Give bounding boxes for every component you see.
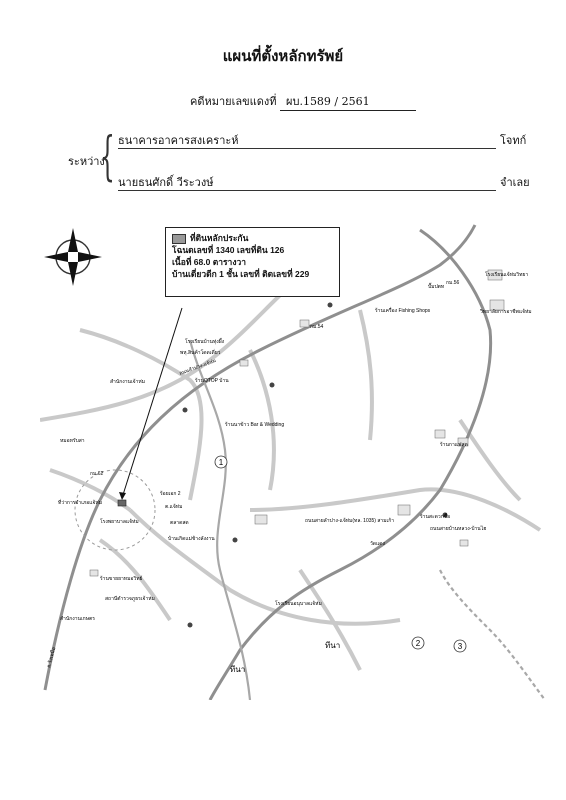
- map-label: ที่ว่าการอำเภอแจ้ห่ม: [58, 500, 102, 506]
- legend-line: บ้านเดี่ยวดีก 1 ชั้น เลขที่ ติดเลขที่ 229: [172, 269, 310, 279]
- collateral-legend: [165, 227, 340, 297]
- route-marker-3: 3: [457, 642, 463, 651]
- map-label: ตลาดสด: [170, 520, 189, 526]
- map-label: สำนักงานเกษตร: [60, 616, 95, 622]
- district-circle: [75, 470, 155, 550]
- plaintiff-underline: [118, 148, 496, 149]
- map-label: โรงเรียนบ้านทุ่งผึ้ง: [185, 339, 225, 345]
- map-label: ร้านกาแฟสด: [440, 442, 468, 448]
- map-label: กม.54: [310, 324, 324, 330]
- defendant-role: จำเลย: [500, 176, 530, 189]
- map-label: ทีนา: [325, 641, 341, 650]
- defendant-underline: [118, 190, 496, 191]
- map-label: ร้านขายยาหมอวิทย์: [100, 576, 143, 582]
- pointer-line: [122, 308, 182, 498]
- case-number: ผบ.1589 / 2561: [280, 92, 416, 111]
- map-label: ร้านสะดวกซื้อ: [420, 514, 451, 520]
- map-label: บ้านเกิดแม่ช้างลังงาน: [168, 536, 215, 542]
- case-number-line: [190, 92, 416, 111]
- plaintiff-name: ธนาคารอาคารสงเคราะห์: [118, 134, 239, 147]
- map-label: วัดแดง: [370, 541, 385, 547]
- map-label: สถานีตำรวจภูธรเจ้าห่ม: [105, 596, 155, 602]
- map-label: พหุ.สินค้าโดดเดี่ยว: [180, 350, 221, 356]
- map-label: กม.56: [446, 280, 460, 286]
- map-label: ปั๊มปตท: [428, 284, 445, 290]
- map-label: ร้านOTOP บ้าน: [195, 378, 229, 384]
- map-label: หมอหรับสา: [60, 438, 85, 444]
- map-label: สำนักงานเจ้าห่ม: [110, 379, 146, 385]
- map-label: ถนนสายลำปาง-แจ้ห่ม(ทล. 1035) สามเก้า: [305, 518, 395, 524]
- map-label: ถนนสายบ้านหลวง-บ้านไฮ: [430, 526, 487, 532]
- map-label: ต.แจ้ห่ม: [165, 504, 183, 510]
- page-title: แผนที่ตั้งหลักทรัพย์: [222, 47, 344, 65]
- map-label: ร้อยเอก 2: [160, 491, 181, 497]
- compass-letter: N: [69, 252, 77, 262]
- plaintiff-role: โจทก์: [500, 134, 527, 147]
- compass: [44, 228, 102, 286]
- between-label: ระหว่าง: [68, 155, 105, 168]
- collateral-swatch: [172, 234, 186, 244]
- route-marker-2: 2: [415, 639, 421, 648]
- map-label: กม.62: [90, 471, 104, 477]
- map-label: โรงเรียนแจ้ห่มวิทยา: [485, 272, 529, 278]
- legend-line: เนื้อที่ 68.0 ตารางวา: [172, 257, 247, 267]
- party-brace: {: [100, 127, 115, 187]
- legend-line: โฉนดเลขที่ 1340 เลขที่ดิน 126: [172, 245, 285, 255]
- map-label: ร้านเครื่อง Fishing Shops: [375, 308, 431, 314]
- map-label: ทีนา: [230, 665, 246, 674]
- map-label: ถนนลำปาง-แจ้ห่ม: [178, 358, 217, 377]
- map-label: โรงเรียนอนุบาลแจ้ห่ม: [275, 601, 322, 607]
- defendant-name: นายธนศักดิ์ วีระวงษ์: [118, 176, 214, 189]
- map-label: โรงพยาบาลแจ้ห่ม: [100, 519, 139, 525]
- map-label: ร้านนาข้าว Bar & Wedding: [225, 422, 285, 428]
- pointer-arrowhead: [119, 492, 126, 500]
- case-label: คดีหมายเลขแดงที่: [190, 95, 277, 108]
- map-label: วิทยาลัยการอาชีพแจ้ห่ม: [480, 309, 532, 315]
- route-marker-1: 1: [218, 458, 224, 467]
- map-label: ถ.วังเหนือ: [46, 646, 58, 669]
- legend-title-row: [172, 232, 333, 244]
- collateral-marker: [118, 500, 126, 506]
- legend-title: ที่ดินหลักประกัน: [190, 233, 249, 243]
